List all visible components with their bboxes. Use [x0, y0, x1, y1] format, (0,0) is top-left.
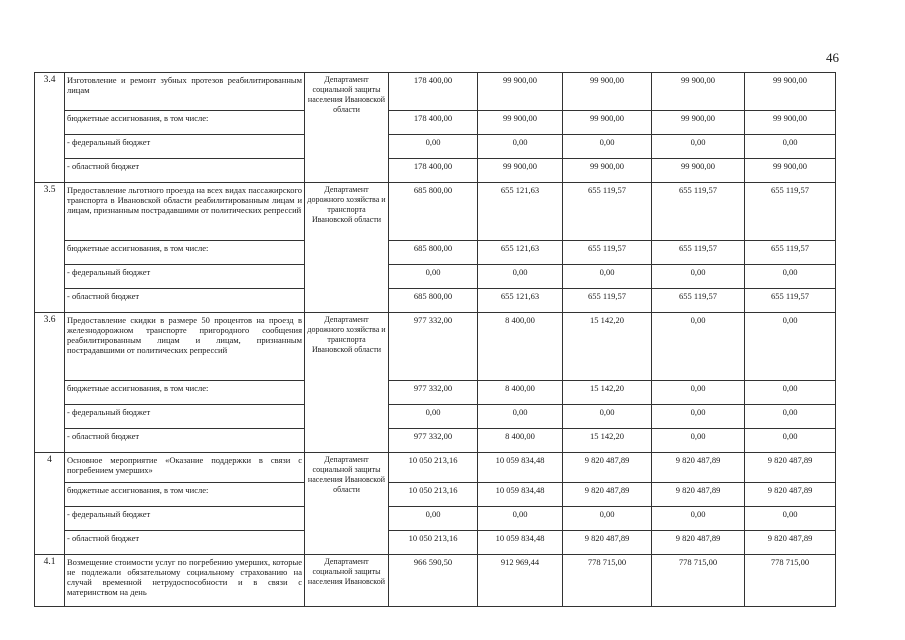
amount-cell: 9 820 487,89	[563, 531, 652, 555]
table-row	[35, 313, 836, 381]
amount-cell: 0,00	[389, 507, 478, 531]
responsible-department: Департамент дорожного хозяйства и транспорта Ивановской области	[305, 313, 389, 453]
amount-cell: 0,00	[745, 507, 836, 531]
amount-cell: 655 119,57	[652, 289, 745, 313]
amount-cell: 99 900,00	[563, 111, 652, 135]
amount-cell: 99 900,00	[478, 111, 563, 135]
amount-cell: 685 800,00	[389, 241, 478, 265]
funding-source-label: бюджетные ассигнования, в том числе:	[65, 381, 305, 405]
amount-cell: 655 121,63	[478, 241, 563, 265]
amount-cell: 99 900,00	[563, 73, 652, 111]
amount-cell: 912 969,44	[478, 555, 563, 607]
amount-cell: 0,00	[478, 507, 563, 531]
amount-cell: 655 119,57	[563, 183, 652, 241]
amount-cell: 9 820 487,89	[652, 483, 745, 507]
table-row	[35, 453, 836, 483]
funding-subrow	[35, 289, 836, 313]
funding-source-label: бюджетные ассигнования, в том числе:	[65, 111, 305, 135]
amount-cell: 685 800,00	[389, 289, 478, 313]
responsible-department: Департамент социальной защиты населения Ивановской области	[305, 453, 389, 555]
amount-cell: 99 900,00	[478, 73, 563, 111]
amount-cell: 0,00	[652, 135, 745, 159]
amount-cell: 10 059 834,48	[478, 531, 563, 555]
amount-cell: 685 800,00	[389, 183, 478, 241]
amount-cell: 9 820 487,89	[745, 453, 836, 483]
amount-cell: 9 820 487,89	[652, 453, 745, 483]
item-description: Предоставление скидки в размере 50 процентов на проезд в железнодорожном транспорте пригородного сообщения реабилитированным лицам и лицам, признанным пострадавшими от политических репрессий	[65, 313, 305, 381]
amount-cell: 0,00	[652, 381, 745, 405]
amount-cell: 0,00	[563, 265, 652, 289]
amount-cell: 8 400,00	[478, 381, 563, 405]
amount-cell: 977 332,00	[389, 313, 478, 381]
item-description: Предоставление льготного проезда на всех видах пассажирского транспорта в Ивановской области реабилитированным лицам и лицам, признанным пострадавшими от политических репрессий	[65, 183, 305, 241]
item-number: 3.5	[35, 183, 65, 313]
funding-source-label: - областной бюджет	[65, 531, 305, 555]
funding-source-label: - областной бюджет	[65, 289, 305, 313]
amount-cell: 655 119,57	[745, 241, 836, 265]
amount-cell: 178 400,00	[389, 73, 478, 111]
amount-cell: 178 400,00	[389, 111, 478, 135]
item-number: 3.4	[35, 73, 65, 183]
table-row	[35, 183, 836, 241]
amount-cell: 778 715,00	[652, 555, 745, 607]
amount-cell: 0,00	[745, 313, 836, 381]
funding-subrow	[35, 483, 836, 507]
amount-cell: 0,00	[652, 313, 745, 381]
item-number: 4.1	[35, 555, 65, 607]
amount-cell: 0,00	[652, 265, 745, 289]
amount-cell: 0,00	[745, 405, 836, 429]
funding-subrow	[35, 381, 836, 405]
table-row	[35, 555, 836, 607]
funding-subrow	[35, 507, 836, 531]
funding-source-label: - федеральный бюджет	[65, 135, 305, 159]
amount-cell: 655 121,63	[478, 183, 563, 241]
amount-cell: 8 400,00	[478, 429, 563, 453]
responsible-department: Департамент дорожного хозяйства и транспорта Ивановской области	[305, 183, 389, 313]
budget-table	[34, 72, 836, 607]
amount-cell: 99 900,00	[478, 159, 563, 183]
funding-source-label: - федеральный бюджет	[65, 405, 305, 429]
funding-source-label: - областной бюджет	[65, 159, 305, 183]
funding-subrow	[35, 265, 836, 289]
amount-cell: 655 119,57	[745, 289, 836, 313]
amount-cell: 966 590,50	[389, 555, 478, 607]
amount-cell: 0,00	[745, 429, 836, 453]
amount-cell: 0,00	[745, 381, 836, 405]
funding-source-label: - федеральный бюджет	[65, 507, 305, 531]
amount-cell: 0,00	[563, 135, 652, 159]
funding-subrow	[35, 241, 836, 265]
amount-cell: 655 119,57	[563, 289, 652, 313]
funding-source-label: бюджетные ассигнования, в том числе:	[65, 241, 305, 265]
amount-cell: 0,00	[389, 265, 478, 289]
amount-cell: 10 059 834,48	[478, 483, 563, 507]
funding-subrow	[35, 405, 836, 429]
amount-cell: 0,00	[389, 405, 478, 429]
amount-cell: 9 820 487,89	[745, 483, 836, 507]
amount-cell: 10 050 213,16	[389, 531, 478, 555]
amount-cell: 0,00	[652, 405, 745, 429]
amount-cell: 99 900,00	[652, 111, 745, 135]
amount-cell: 0,00	[652, 429, 745, 453]
amount-cell: 9 820 487,89	[745, 531, 836, 555]
amount-cell: 178 400,00	[389, 159, 478, 183]
responsible-department: Департамент социальной защиты населения Ивановской области	[305, 73, 389, 183]
responsible-department: Департамент социальной защиты населения Ивановской	[305, 555, 389, 607]
amount-cell: 99 900,00	[652, 159, 745, 183]
funding-source-label: бюджетные ассигнования, в том числе:	[65, 483, 305, 507]
amount-cell: 778 715,00	[745, 555, 836, 607]
amount-cell: 0,00	[478, 405, 563, 429]
amount-cell: 10 050 213,16	[389, 483, 478, 507]
amount-cell: 99 900,00	[563, 159, 652, 183]
funding-subrow	[35, 135, 836, 159]
amount-cell: 0,00	[745, 265, 836, 289]
amount-cell: 0,00	[745, 135, 836, 159]
amount-cell: 8 400,00	[478, 313, 563, 381]
amount-cell: 0,00	[563, 507, 652, 531]
item-description: Изготовление и ремонт зубных протезов реабилитированным лицам	[65, 73, 305, 111]
amount-cell: 0,00	[478, 265, 563, 289]
amount-cell: 9 820 487,89	[563, 483, 652, 507]
funding-subrow	[35, 429, 836, 453]
amount-cell: 0,00	[478, 135, 563, 159]
item-number: 4	[35, 453, 65, 555]
amount-cell: 15 142,20	[563, 429, 652, 453]
funding-source-label: - федеральный бюджет	[65, 265, 305, 289]
item-description: Основное мероприятие «Оказание поддержки в связи с погребением умерших»	[65, 453, 305, 483]
amount-cell: 15 142,20	[563, 313, 652, 381]
table-row	[35, 73, 836, 111]
amount-cell: 0,00	[389, 135, 478, 159]
funding-subrow	[35, 531, 836, 555]
amount-cell: 778 715,00	[563, 555, 652, 607]
amount-cell: 655 119,57	[563, 241, 652, 265]
amount-cell: 0,00	[652, 507, 745, 531]
amount-cell: 655 119,57	[745, 183, 836, 241]
funding-source-label: - областной бюджет	[65, 429, 305, 453]
amount-cell: 99 900,00	[745, 159, 836, 183]
amount-cell: 10 059 834,48	[478, 453, 563, 483]
amount-cell: 655 119,57	[652, 241, 745, 265]
page-number: 46	[826, 50, 839, 65]
amount-cell: 99 900,00	[652, 73, 745, 111]
amount-cell: 99 900,00	[745, 73, 836, 111]
amount-cell: 15 142,20	[563, 381, 652, 405]
amount-cell: 0,00	[563, 405, 652, 429]
amount-cell: 99 900,00	[745, 111, 836, 135]
amount-cell: 655 119,57	[652, 183, 745, 241]
item-number: 3.6	[35, 313, 65, 453]
funding-subrow	[35, 111, 836, 135]
item-description: Возмещение стоимости услуг по погребению умерших, которые не подлежали обязательному социальному страхованию на случай временной нетрудоспособности и в связи с материнством на день	[65, 555, 305, 607]
amount-cell: 9 820 487,89	[652, 531, 745, 555]
amount-cell: 10 050 213,16	[389, 453, 478, 483]
funding-subrow	[35, 159, 836, 183]
amount-cell: 977 332,00	[389, 381, 478, 405]
amount-cell: 977 332,00	[389, 429, 478, 453]
amount-cell: 655 121,63	[478, 289, 563, 313]
amount-cell: 9 820 487,89	[563, 453, 652, 483]
